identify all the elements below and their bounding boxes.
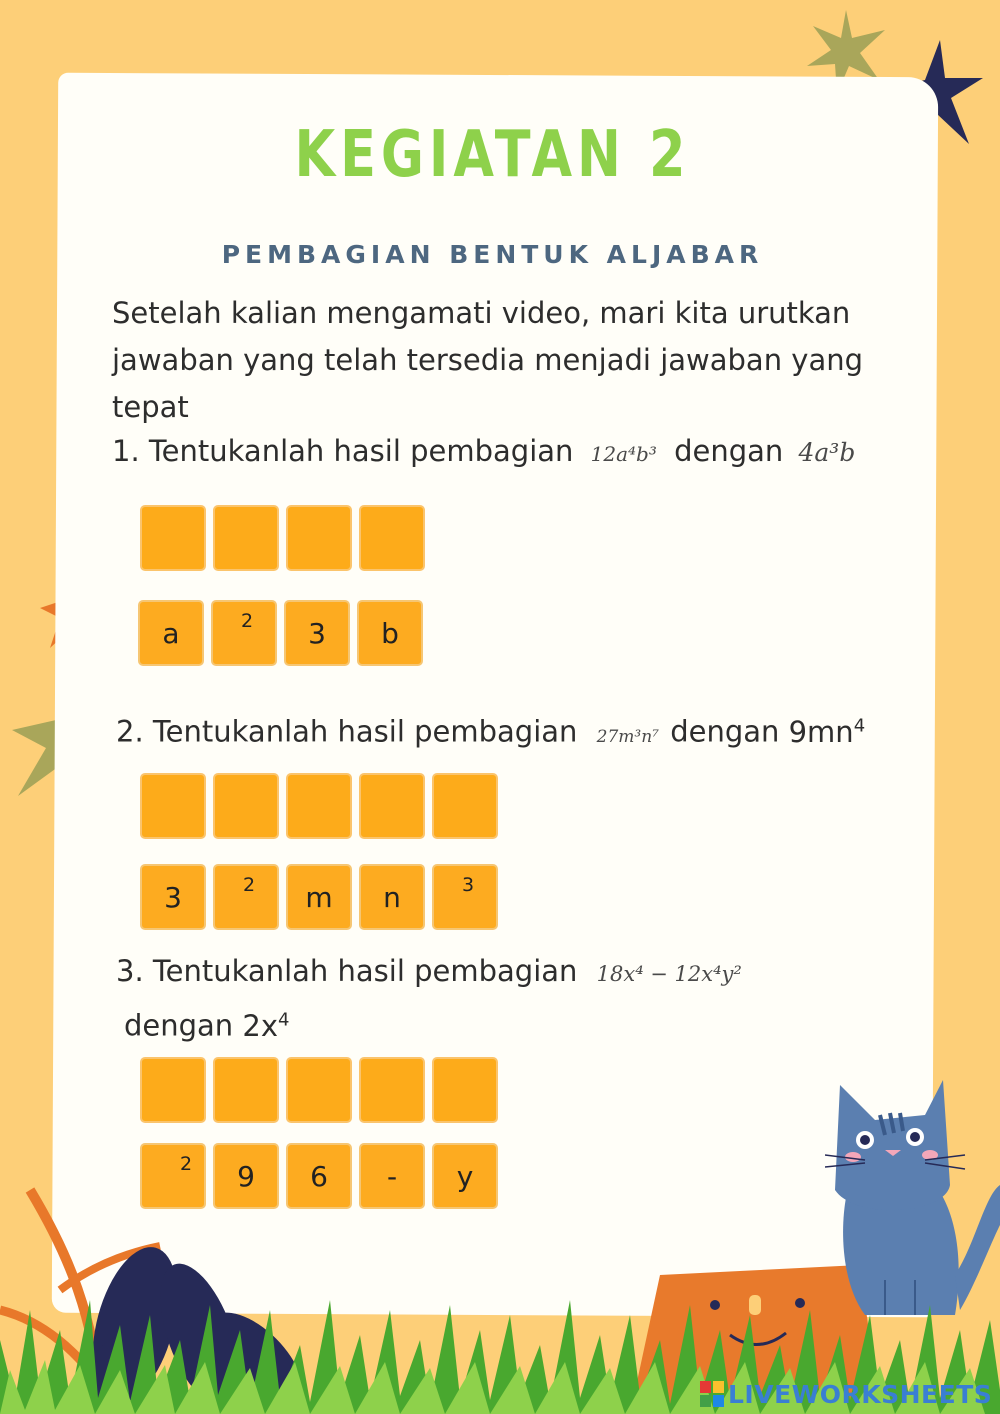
divisor-expression <box>789 715 866 749</box>
option-tiles-2 <box>140 864 505 930</box>
option-tile[interactable]: 6 <box>286 1143 352 1209</box>
answer-slot[interactable] <box>359 773 425 839</box>
liveworksheets-logo-icon <box>700 1381 724 1407</box>
divisor-base: 2x <box>242 1008 279 1043</box>
question-connector: dengan <box>670 714 780 749</box>
answer-slot[interactable] <box>140 1057 206 1123</box>
intro-paragraph: Setelah kalian mengamati video, mari kita urutkan jawaban yang telah tersedia menjadi jawaban yang tepat <box>112 296 864 424</box>
question-2 <box>116 702 865 761</box>
answer-slot[interactable] <box>432 1057 498 1123</box>
answer-slot[interactable] <box>140 773 206 839</box>
answer-slots-3 <box>140 1057 505 1123</box>
answer-slot[interactable] <box>359 505 425 571</box>
answer-slot[interactable] <box>359 1057 425 1123</box>
question-3-divisor-line <box>124 996 290 1050</box>
tile-label: 2 <box>241 610 254 632</box>
answer-slot[interactable] <box>213 505 279 571</box>
answer-slot[interactable] <box>213 773 279 839</box>
question-text: Tentukanlah hasil pembagian <box>152 714 578 749</box>
question-number: 2. <box>116 714 144 749</box>
option-tile[interactable]: a <box>138 600 204 666</box>
divisor-expression: 4a³b <box>798 438 856 467</box>
answer-slots-1 <box>140 505 432 571</box>
question-1 <box>112 428 855 478</box>
question-text: Tentukanlah hasil pembagian <box>152 954 578 988</box>
option-tiles-1 <box>138 600 430 666</box>
tile-label: 2 <box>180 1153 193 1175</box>
tile-label: 3 <box>462 874 475 896</box>
option-tile[interactable]: 3 <box>140 864 206 930</box>
dividend-expression: 18x⁴ − 12x⁴y² <box>596 962 742 986</box>
option-tile[interactable]: y <box>432 1143 498 1209</box>
page-subtitle: PEMBAGIAN BENTUK ALJABAR <box>221 240 764 269</box>
dividend-expression: 12a⁴b³ <box>590 442 657 466</box>
answer-slots-2 <box>140 773 505 839</box>
divisor-expression <box>242 1009 289 1043</box>
answer-slot[interactable] <box>432 773 498 839</box>
question-text: Tentukanlah hasil pembagian <box>148 434 574 468</box>
tile-label: 2 <box>243 874 256 896</box>
question-number: 1. <box>112 434 140 468</box>
divisor-exponent: 4 <box>278 1009 290 1030</box>
option-tile[interactable]: - <box>359 1143 425 1209</box>
option-tile[interactable]: n <box>359 864 425 930</box>
divisor-base: 9mn <box>788 714 854 749</box>
dividend-expression: 27m³n⁷ <box>596 726 659 747</box>
answer-slot[interactable] <box>286 1057 352 1123</box>
option-tile-superscript[interactable] <box>211 600 277 666</box>
option-tile-superscript[interactable] <box>213 864 279 930</box>
option-tile-superscript[interactable] <box>432 864 498 930</box>
page-title: KEGIATAN 2 <box>294 118 691 192</box>
option-tile[interactable]: m <box>286 864 352 930</box>
option-tile[interactable]: 9 <box>213 1143 279 1209</box>
question-3 <box>116 948 742 998</box>
question-number: 3. <box>116 954 144 988</box>
question-connector: dengan <box>124 1008 234 1043</box>
answer-slot[interactable] <box>286 773 352 839</box>
answer-slot[interactable] <box>213 1057 279 1123</box>
answer-slot[interactable] <box>140 505 206 571</box>
answer-slot[interactable] <box>286 505 352 571</box>
option-tile[interactable]: 3 <box>284 600 350 666</box>
divisor-exponent: 4 <box>853 715 866 736</box>
option-tile[interactable]: b <box>357 600 423 666</box>
watermark: LIVEWORKSHEETS <box>728 1380 993 1409</box>
question-connector: dengan <box>674 434 784 468</box>
